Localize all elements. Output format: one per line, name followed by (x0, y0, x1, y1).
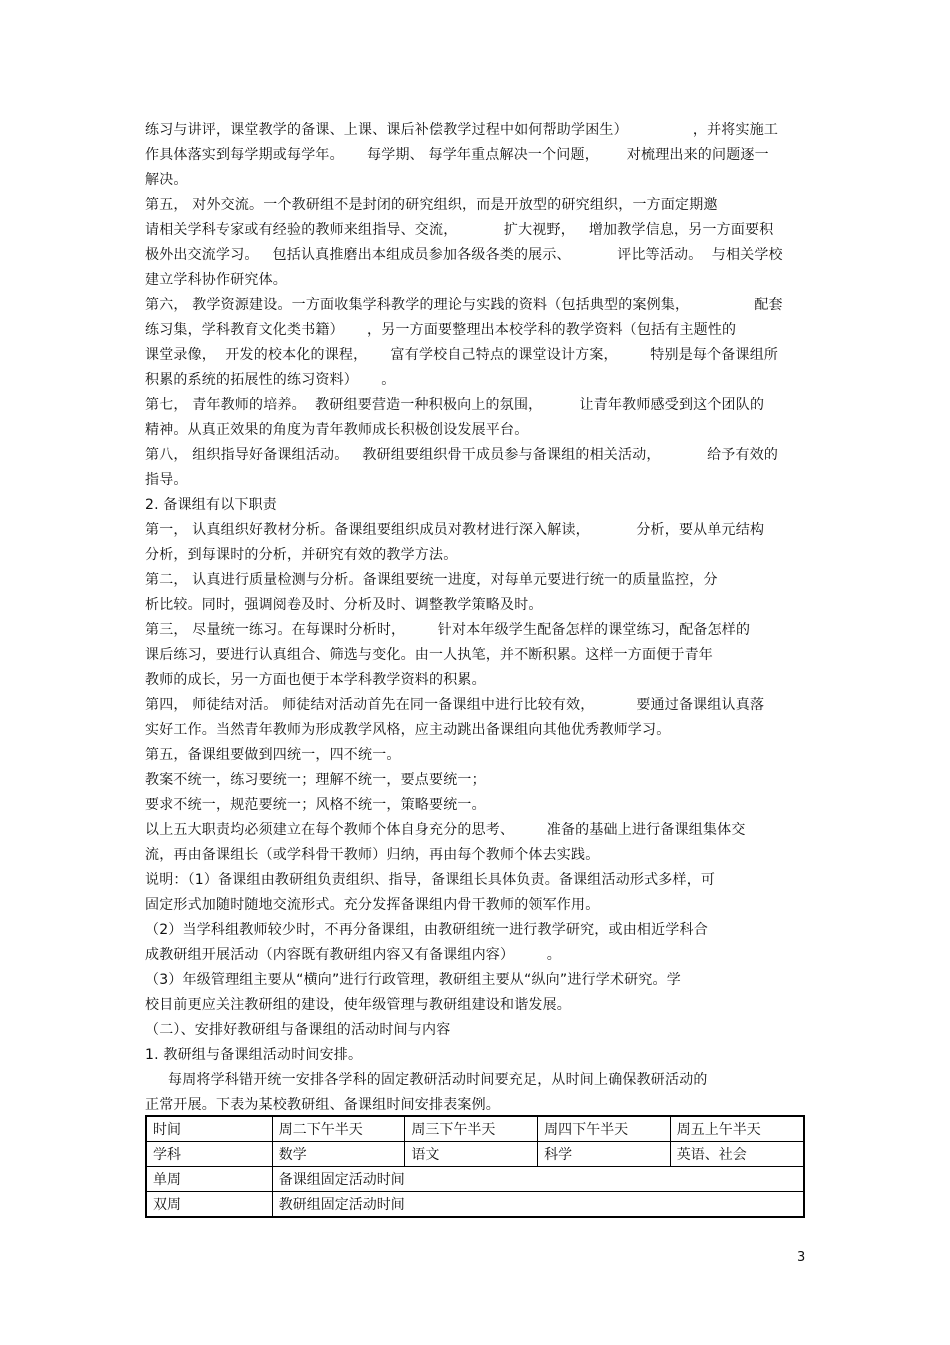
text-line: 积累的系统的拓展性的练习资料） 。 (145, 372, 396, 388)
text-line: 作具体落实到每学期或每学年。 每学期、 每学年重点解决一个问题， 对梳理出来的问题逐一 (145, 147, 769, 163)
text-line: 练习与讲评，课堂教学的备课、上课、课后补偿教学过程中如何帮助学困生） ，并将实施工 (145, 122, 779, 138)
text-line: 2. 备课组有以下职责 (145, 497, 278, 513)
text-line: 正常开展。下表为某校教研组、备课组时间安排表案例。 (145, 1097, 500, 1113)
text-line: 1. 教研组与备课组活动时间安排。 (145, 1047, 363, 1063)
text-line: （3）年级管理组主要从“横向”进行行政管理，教研组主要从“纵向”进行学术研究。学 (145, 972, 681, 988)
text-line: 练习集，学科教育文化类书籍） ，另一方面要整理出本校学科的教学资料（包括有主题性的 (145, 322, 737, 338)
text-line: 第三， 尽量统一练习。在每课时分析时， 针对本年级学生配备怎样的课堂练习，配备怎样的 (145, 622, 751, 638)
text-line: 流，再由备课组长（或学科骨干教师）归纳，再由每个教师个体去实践。 (145, 847, 600, 863)
table-cell: 语文 (405, 1142, 538, 1167)
text-line: （2）当学科组教师较少时，不再分备课组，由教研组统一进行教学研究，或由相近学科合 (145, 922, 708, 938)
text-line: 极外出交流学习。 包括认真推磨出本组成员参加各级各类的展示、 评比等活动。 与相关学校 (145, 247, 783, 263)
text-line: 请相关学科专家或有经验的教师来组指导、交流， 扩大视野， 增加教学信息，另一方面要积 (145, 222, 774, 238)
table-row (146, 1192, 804, 1218)
text-line: 校目前更应关注教研组的建设，使年级管理与教研组建设和谐发展。 (145, 997, 571, 1013)
text-line: 第八， 组织指导好备课组活动。 教研组要组织骨干成员参与备课组的相关活动， 给予有效的 (145, 447, 779, 463)
schedule-table (145, 1115, 805, 1218)
text-line: 以上五大职责均必须建立在每个教师个体自身充分的思考、 准备的基础上进行备课组集体交 (145, 822, 746, 838)
text-line: 精神。从真正效果的角度为青年教师成长积极创设发展平台。 (145, 422, 529, 438)
text-line: 分析，到每课时的分析，并研究有效的教学方法。 (145, 547, 458, 563)
text-line: 第五，备课组要做到四统一，四不统一。 (145, 747, 401, 763)
text-line: 建立学科协作研究体。 (145, 272, 287, 288)
text-line: 课堂录像， 开发的校本化的课程， 富有学校自己特点的课堂设计方案， 特别是每个备课组所 (145, 347, 779, 363)
text-line: 说明：（1）备课组由教研组负责组织、指导，备课组长具体负责。备课组活动形式多样，可 (145, 872, 716, 888)
text-line: 固定形式加随时随地交流形式。充分发挥备课组内骨干教师的领军作用。 (145, 897, 600, 913)
text-line: 第一， 认真组织好教材分析。备课组要组织成员对教材进行深入解读， 分析，要从单元结构 (145, 522, 765, 538)
table-cell: 周二下午半天 (272, 1116, 405, 1142)
table-cell: 英语、社会 (670, 1142, 804, 1167)
text-line: 课后练习，要进行认真组合、筛选与变化。由一人执笔，并不断积累。这样一方面便于青年 (145, 647, 713, 663)
text-line: 要求不统一，规范要统一；风格不统一，策略要统一。 (145, 797, 486, 813)
text-line: （二）、安排好教研组与备课组的活动时间与内容 (145, 1022, 451, 1038)
table-cell: 双周 (146, 1192, 272, 1218)
text-line: 指导。 (145, 472, 188, 488)
text-line: 实好工作。当然青年教师为形成教学风格，应主动跳出备课组向其他优秀教师学习。 (145, 722, 671, 738)
text-line: 第七， 青年教师的培养。 教研组要营造一种积极向上的氛围， 让青年教师感受到这个团队的 (145, 397, 765, 413)
table-cell: 数学 (272, 1142, 405, 1167)
text-line: 析比较。同时，强调阅卷及时、分析及时、调整教学策略及时。 (145, 597, 543, 613)
table-header-row (146, 1116, 804, 1142)
table-row (146, 1142, 804, 1167)
table-cell: 周三下午半天 (405, 1116, 538, 1142)
table-cell: 教研组固定活动时间 (272, 1192, 804, 1218)
text-line: 成教研组开展活动（内容既有教研组内容又有备课组内容） 。 (145, 947, 561, 963)
table-cell: 备课组固定活动时间 (272, 1167, 804, 1192)
text-line: 每周将学科错开统一安排各学科的固定教研活动时间要充足，从时间上确保教研活动的 (168, 1072, 708, 1088)
text-line: 第六， 教学资源建设。一方面收集学科教学的理论与实践的资料（包括典型的案例集， 配套 (145, 297, 783, 313)
table-cell: 学科 (146, 1142, 272, 1167)
table-cell: 周五上午半天 (670, 1116, 804, 1142)
text-line: 教师的成长，另一方面也便于本学科教学资料的积累。 (145, 672, 486, 688)
table-cell: 时间 (146, 1116, 272, 1142)
table-row (146, 1167, 804, 1192)
text-line: 第二， 认真进行质量检测与分析。备课组要统一进度，对每单元要进行统一的质量监控，分 (145, 572, 718, 588)
table-cell: 周四下午半天 (538, 1116, 671, 1142)
text-line: 解决。 (145, 172, 188, 188)
text-line: 第五， 对外交流。一个教研组不是封闭的研究组织，而是开放型的研究组织，一方面定期邀 (145, 197, 718, 213)
table-cell: 单周 (146, 1167, 272, 1192)
table-cell: 科学 (538, 1142, 671, 1167)
page-number: 3 (797, 1250, 806, 1265)
text-line: 第四， 师徒结对活。 师徒结对活动首先在同一备课组中进行比较有效， 要通过备课组认真落 (145, 697, 765, 713)
text-line: 教案不统一，练习要统一；理解不统一，要点要统一； (145, 772, 486, 788)
